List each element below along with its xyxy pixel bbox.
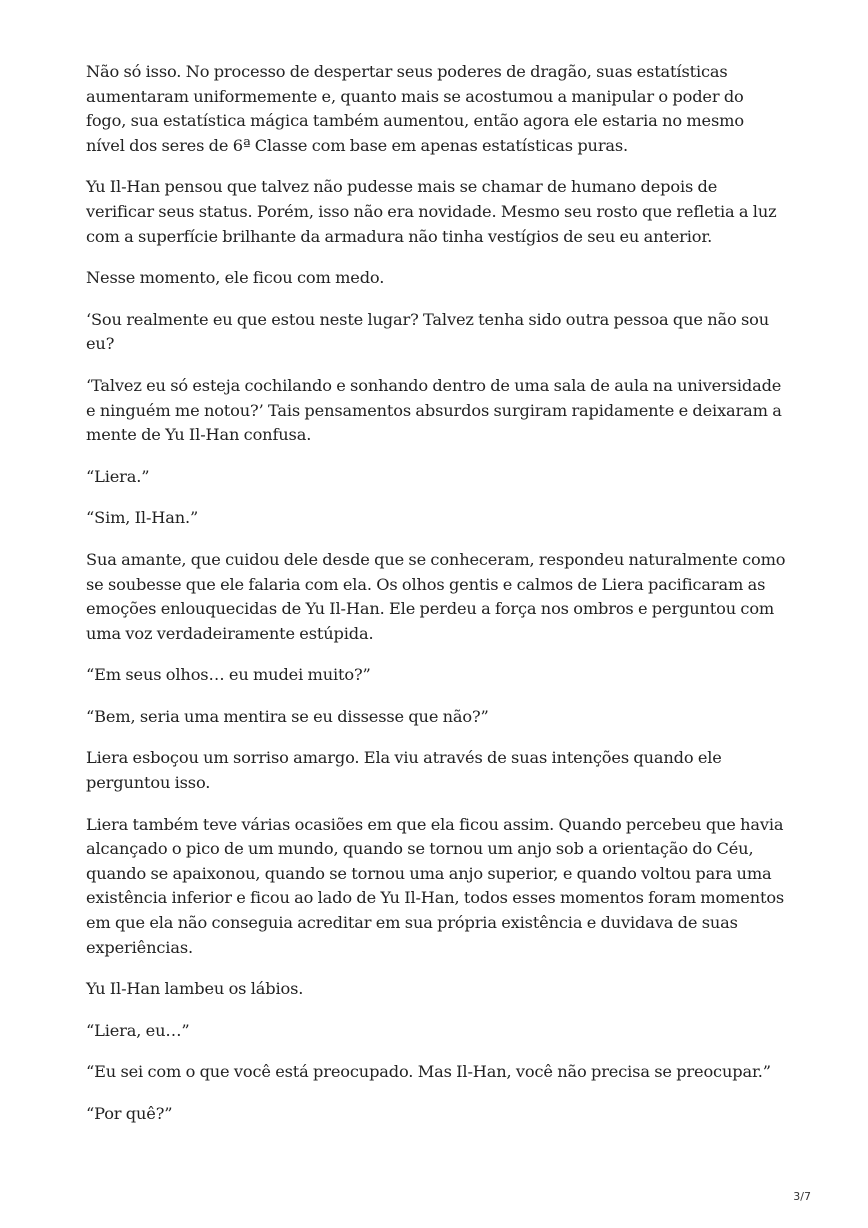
paragraph-12: Liera também teve várias ocasiões em que ela ficou assim. Quando percebeu que havia alcançado o pico de um mundo, quando se tornou um anjo sob a orientação do Céu, quando se apaixonou, quando se tornou uma anjo superior, e quando voltou para uma existência inferior e ficou ao lado de Yu Il-Han, todos esses momentos foram momentos em que ela não conseguia acreditar em sua própria existência e duvidava de suas experiências. — [86, 814, 785, 957]
paragraph-2: Yu Il-Han pensou que talvez não pudesse mais se chamar de humano depois de verificar seus status. Porém, isso não era novidade. Mesmo seu rosto que refletia a luz com a superfície brilhante da armadura não tinha vestígios de seu eu anterior. — [86, 177, 777, 246]
page-number: 3/7 — [793, 1190, 811, 1203]
paragraph-11: Liera esboçou um sorriso amargo. Ela viu através de suas intenções quando ele perguntou isso. — [86, 748, 722, 793]
paragraph-1: Não só isso. No processo de despertar seus poderes de dragão, suas estatísticas aumentaram uniformemente e, quanto mais se acostumou a manipular o poder do fogo, sua estatística mágica também aumentou, então agora ele estaria no mesmo nível dos seres de 6ª Classe com base em apenas estatísticas puras. — [86, 62, 744, 155]
paragraph-5: ‘Talvez eu só esteja cochilando e sonhando dentro de uma sala de aula na universidade e ninguém me notou?’ Tais pensamentos absurdos surgiram rapidamente e deixaram a mente de Yu Il-Han confusa. — [86, 375, 782, 445]
paragraph-8: Sua amante, que cuidou dele desde que se conheceram, respondeu naturalmente como se soubesse que ele falaria com ela. Os olhos gentis e calmos de Liera pacificaram as emoções enlouquecidas de Yu Il-Han. Ele perdeu a força nos ombros e perguntou com uma voz verdadeiramente estúpida. — [86, 549, 786, 643]
paragraph-16: “Por quê?” — [86, 1104, 173, 1123]
paragraph-3: Nesse momento, ele ficou com medo. — [86, 268, 385, 288]
paragraph-4: ‘Sou realmente eu que estou neste lugar? Talvez tenha sido outra pessoa que não sou eu? — [86, 309, 770, 354]
paragraph-14: “Liera, eu…” — [86, 1020, 190, 1040]
document-body — [86, 60, 786, 1144]
paragraph-13: Yu Il-Han lambeu os lábios. — [86, 979, 304, 999]
paragraph-9: “Em seus olhos… eu mudei muito?” — [86, 665, 371, 685]
paragraph-10: “Bem, seria uma mentira se eu dissesse que não?” — [86, 706, 489, 726]
paragraph-15: “Eu sei com o que você está preocupado. Mas Il-Han, você não precisa se preocupar.” — [86, 1062, 771, 1082]
paragraph-7: “Sim, Il-Han.” — [86, 508, 199, 528]
paragraph-6: “Liera.” — [86, 466, 150, 486]
